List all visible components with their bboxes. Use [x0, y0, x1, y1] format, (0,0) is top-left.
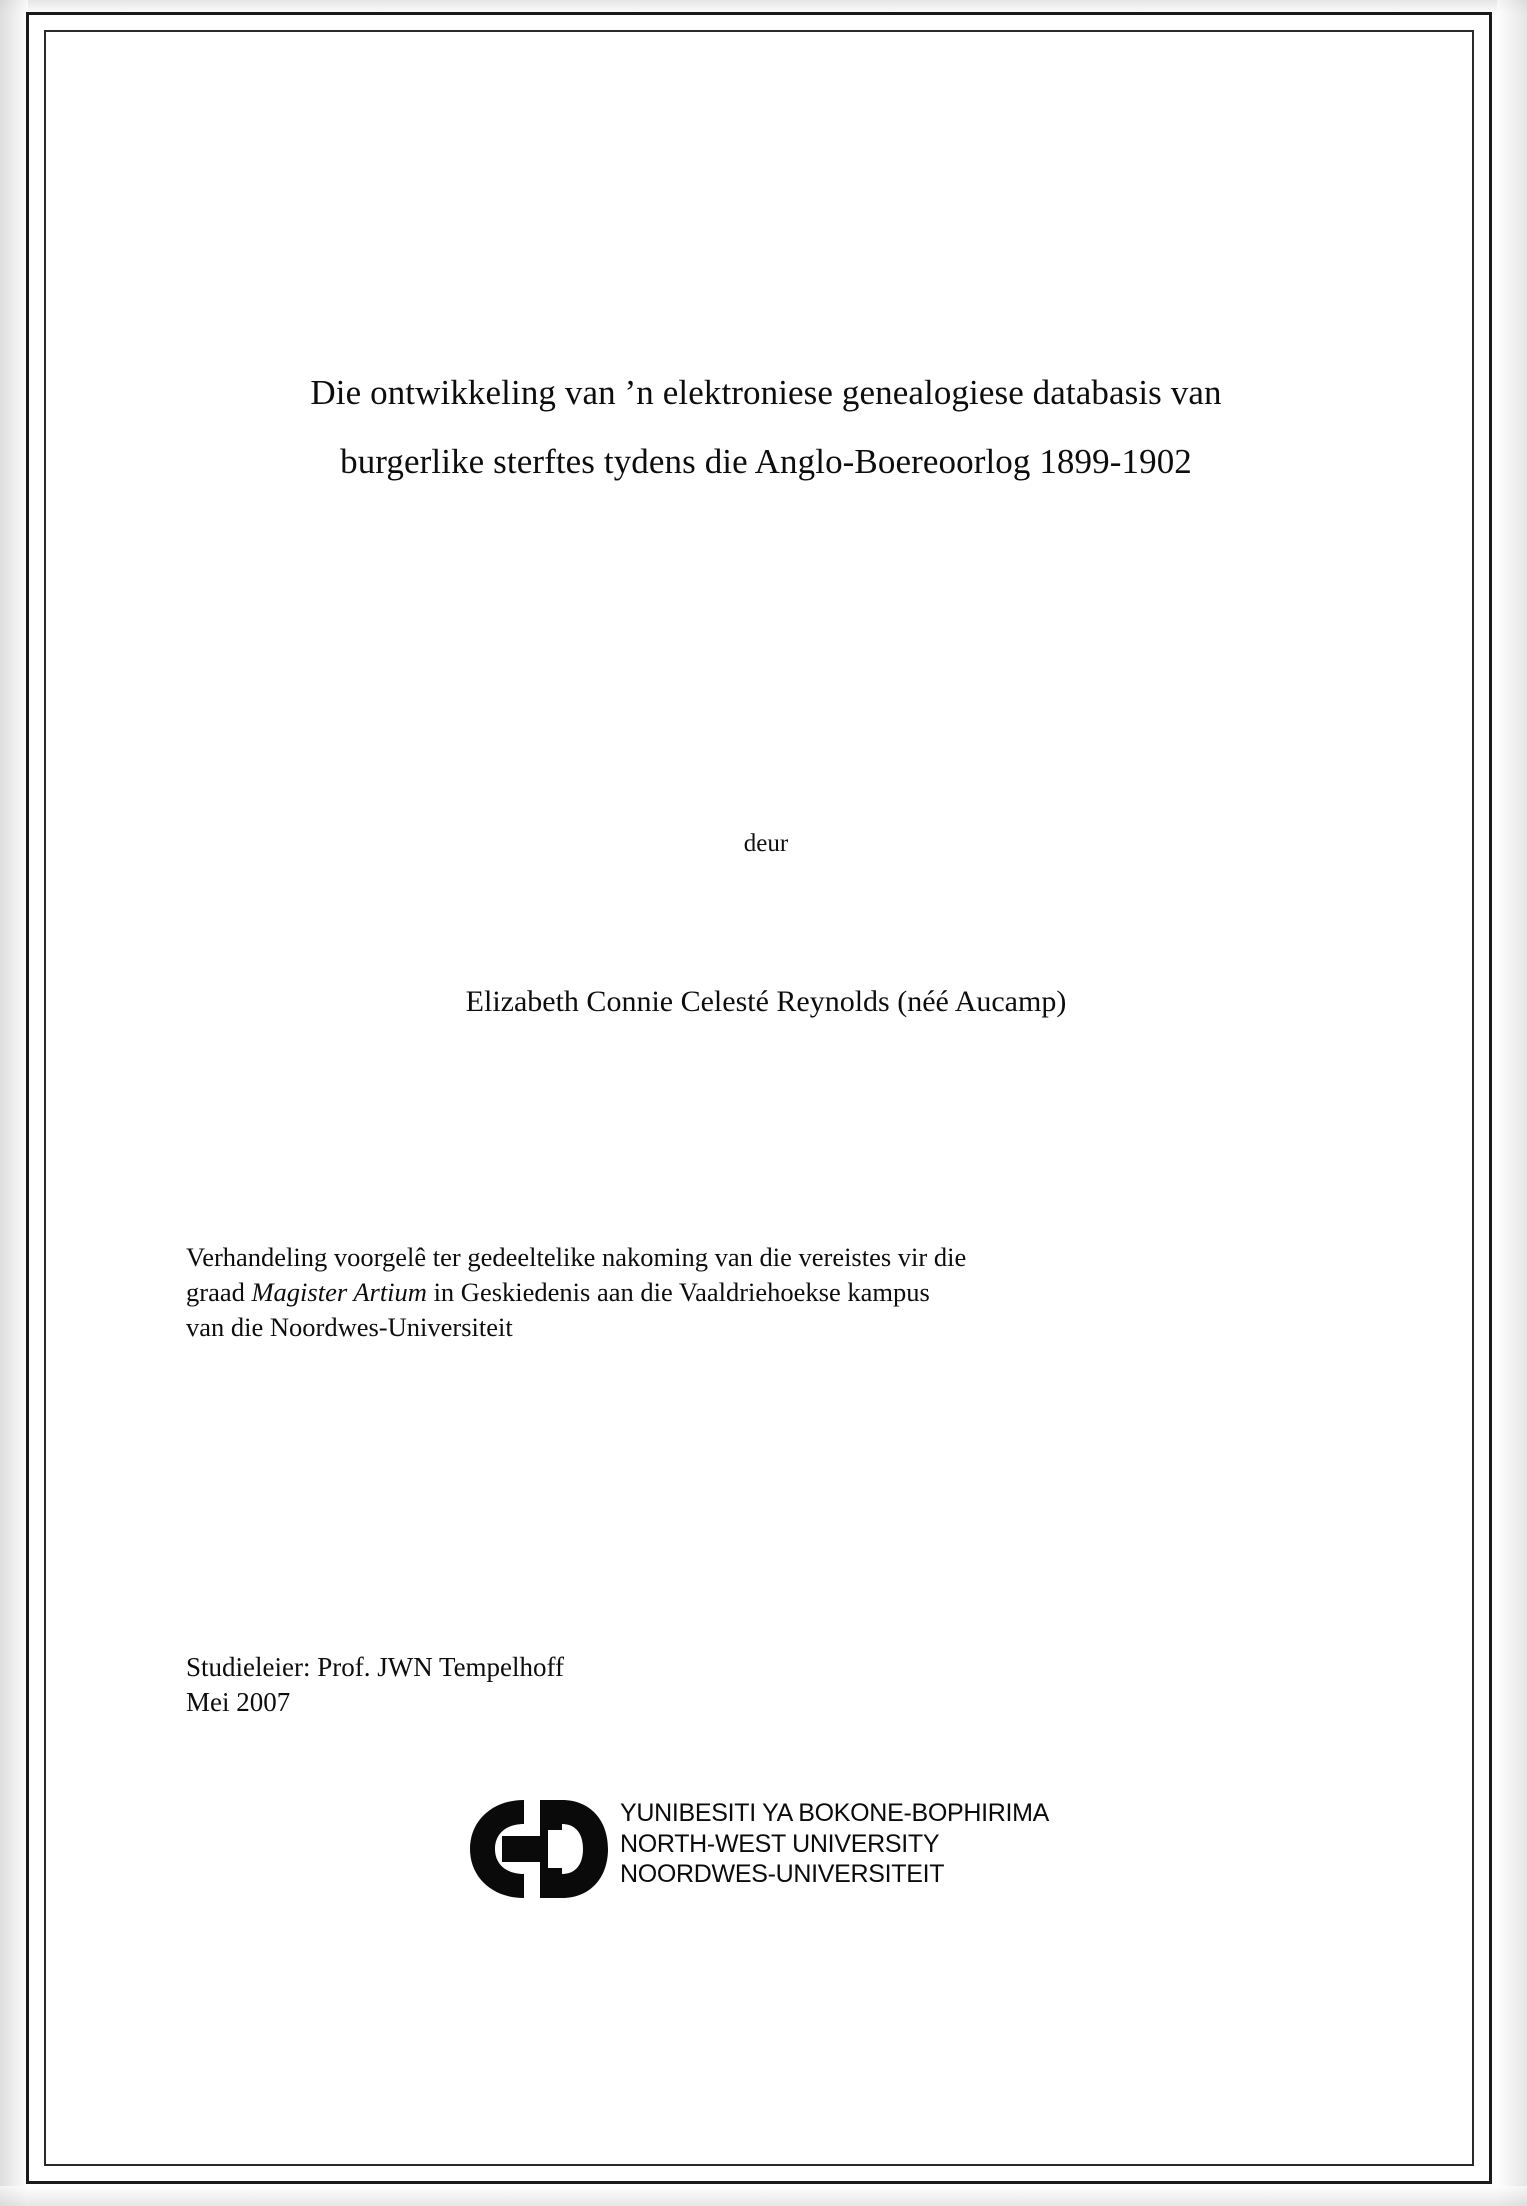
statement-line-2: [186, 1275, 1346, 1310]
title-line-2: burgerlike sterftes tydens die Anglo-Boereoorlog 1899-1902: [340, 442, 1192, 481]
by-label: deur: [743, 830, 789, 857]
university-logo-text: [620, 1798, 1049, 1890]
statement-line-1: Verhandeling voorgelê ter gedeeltelike nakoming van die vereistes vir die: [186, 1242, 967, 1272]
degree-statement: [186, 1240, 1346, 1346]
date-line: Mei 2007: [186, 1687, 291, 1718]
title-line-1: Die ontwikkeling van ’n elektroniese genealogiese databasis van: [310, 373, 1222, 412]
scan-edge-right: [1497, 0, 1527, 2206]
logo-text-line-1: YUNIBESITI YA BOKONE-BOPHIRIMA: [620, 1799, 1050, 1827]
statement-line-2-post: in Geskiedenis aan die Vaaldriehoekse kampus: [426, 1277, 930, 1308]
logo-text-line-2: NORTH-WEST UNIVERSITY: [620, 1829, 940, 1858]
title-page-content: [186, 30, 1346, 2130]
university-logo-block: [462, 1790, 1102, 1910]
page-title: [186, 375, 1346, 479]
north-west-university-logo-icon: [462, 1796, 614, 1902]
author-name: Elizabeth Connie Celesté Reynolds (néé Aucamp): [465, 985, 1067, 1018]
statement-line-3: van die Noordwes-Universiteit: [186, 1312, 513, 1343]
statement-line-2-pre: graad: [186, 1277, 252, 1308]
supervisor-line: Studieleier: Prof. JWN Tempelhoff: [186, 1652, 565, 1682]
scan-edge-bottom: [0, 2186, 1527, 2206]
logo-text-line-3: NOORDWES-UNIVERSITEIT: [620, 1860, 945, 1888]
scan-edge-left: [0, 0, 28, 2206]
supervisor-block: [186, 1650, 1346, 1720]
degree-name: Magister Artium: [251, 1277, 427, 1308]
